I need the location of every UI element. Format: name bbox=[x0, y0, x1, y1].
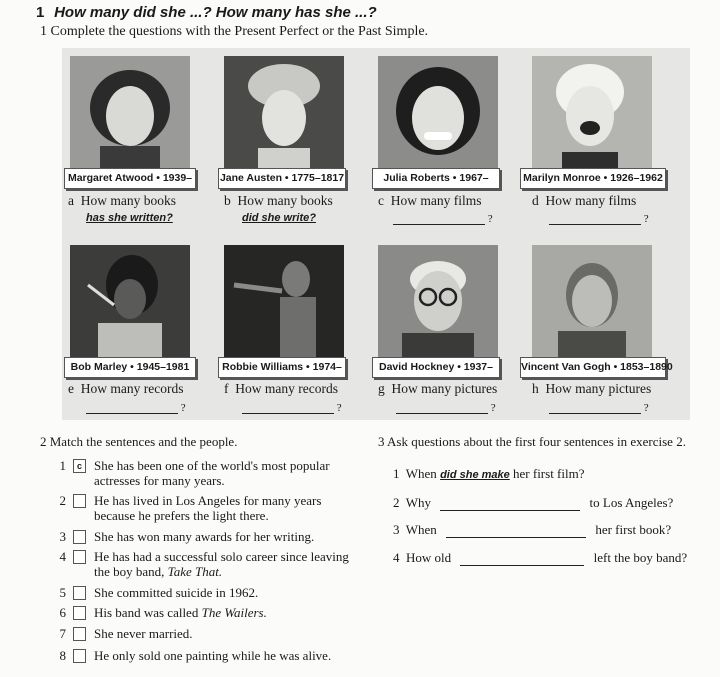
caption-vincent-van-gogh: Vincent Van Gogh • 1853–1890 bbox=[520, 357, 666, 378]
photo-david-hockney bbox=[378, 245, 498, 357]
answer-box-6[interactable] bbox=[73, 606, 86, 620]
answer-h-line[interactable]: ? bbox=[549, 401, 649, 414]
question-a: a How many books bbox=[68, 193, 176, 208]
photo-robbie-williams bbox=[224, 245, 344, 357]
question-h: h How many pictures bbox=[532, 381, 652, 396]
caption-bob-marley: Bob Marley • 1945–1981 bbox=[64, 357, 196, 378]
exercise-3-item-3: 3 When her first book? bbox=[393, 522, 672, 537]
answer-box-3[interactable] bbox=[73, 530, 86, 544]
answer-f-line[interactable]: ? bbox=[242, 401, 342, 414]
caption-robbie-williams: Robbie Williams • 1974– bbox=[218, 357, 346, 378]
answer-box-2[interactable] bbox=[73, 494, 86, 508]
exercise-3-item-1: 1 When did she make her first film? bbox=[393, 466, 585, 481]
answer-d-line[interactable]: ? bbox=[549, 212, 649, 225]
answer-3-3-line[interactable] bbox=[446, 525, 586, 538]
photo-margaret-atwood bbox=[70, 56, 190, 168]
question-b: b How many books bbox=[224, 193, 333, 208]
answer-g-line[interactable]: ? bbox=[396, 401, 496, 414]
exercise-3-item-2: 2 Why to Los Angeles? bbox=[393, 495, 674, 510]
question-e: e How many records bbox=[68, 381, 184, 396]
exercise-1-instruction: 1 Complete the questions with the Present Perfect or the Past Simple. bbox=[40, 24, 429, 39]
answer-box-5[interactable] bbox=[73, 586, 86, 600]
photo-jane-austen bbox=[224, 56, 344, 168]
exercise-3-item-4: 4 How old left the boy band? bbox=[393, 550, 688, 565]
question-d: d How many films bbox=[532, 193, 637, 208]
answer-c-line[interactable]: ? bbox=[393, 212, 493, 225]
answer-box-4[interactable] bbox=[73, 550, 86, 564]
photo-bob-marley bbox=[70, 245, 190, 357]
answer-box-7[interactable] bbox=[73, 627, 86, 641]
photo-vincent-van-gogh bbox=[532, 245, 652, 357]
answer-3-2-line[interactable] bbox=[440, 498, 580, 511]
question-c: c How many films bbox=[378, 193, 482, 208]
exercise-2-list: 1 c She has been one of the world's most popular actresses for many years. 2 He has lived in Los Angeles for many years because he prefers the light there. 3 She has won many awards for her writing. 4 He has had a successful solo career since leaving the boy band, Take That. 5 She committed suicide in 1962. 6 His band was called The Wailers. 7 She never married. 8 He only sold one painting while he was alive. bbox=[59, 458, 349, 663]
answer-3-4-line[interactable] bbox=[460, 553, 584, 566]
answer-3-1: did she make bbox=[440, 469, 510, 481]
answer-box-8[interactable] bbox=[73, 649, 86, 663]
exercise-heading: How many did she ...? How many has she ...? bbox=[54, 4, 377, 21]
caption-margaret-atwood: Margaret Atwood • 1939– bbox=[64, 168, 196, 189]
caption-david-hockney: David Hockney • 1937– bbox=[372, 357, 500, 378]
caption-marilyn-monroe: Marilyn Monroe • 1926–1962 bbox=[520, 168, 666, 189]
answer-a: has she written? bbox=[86, 212, 173, 224]
exercise-3-title: 3 Ask questions about the first four sentences in exercise 2. bbox=[378, 434, 686, 449]
caption-julia-roberts: Julia Roberts • 1967– bbox=[372, 168, 500, 189]
caption-jane-austen: Jane Austen • 1775–1817 bbox=[218, 168, 346, 189]
exercise-number: 1 bbox=[36, 4, 45, 21]
question-g: g How many pictures bbox=[378, 381, 498, 396]
exercise-2-title: 2 Match the sentences and the people. bbox=[40, 434, 238, 449]
answer-box-1[interactable]: c bbox=[73, 459, 86, 473]
photo-julia-roberts bbox=[378, 56, 498, 168]
answer-b: did she write? bbox=[242, 212, 316, 224]
exercise-title bbox=[36, 4, 377, 22]
question-f: f How many records bbox=[224, 381, 338, 396]
answer-e-line[interactable]: ? bbox=[86, 401, 186, 414]
photo-marilyn-monroe bbox=[532, 56, 652, 168]
